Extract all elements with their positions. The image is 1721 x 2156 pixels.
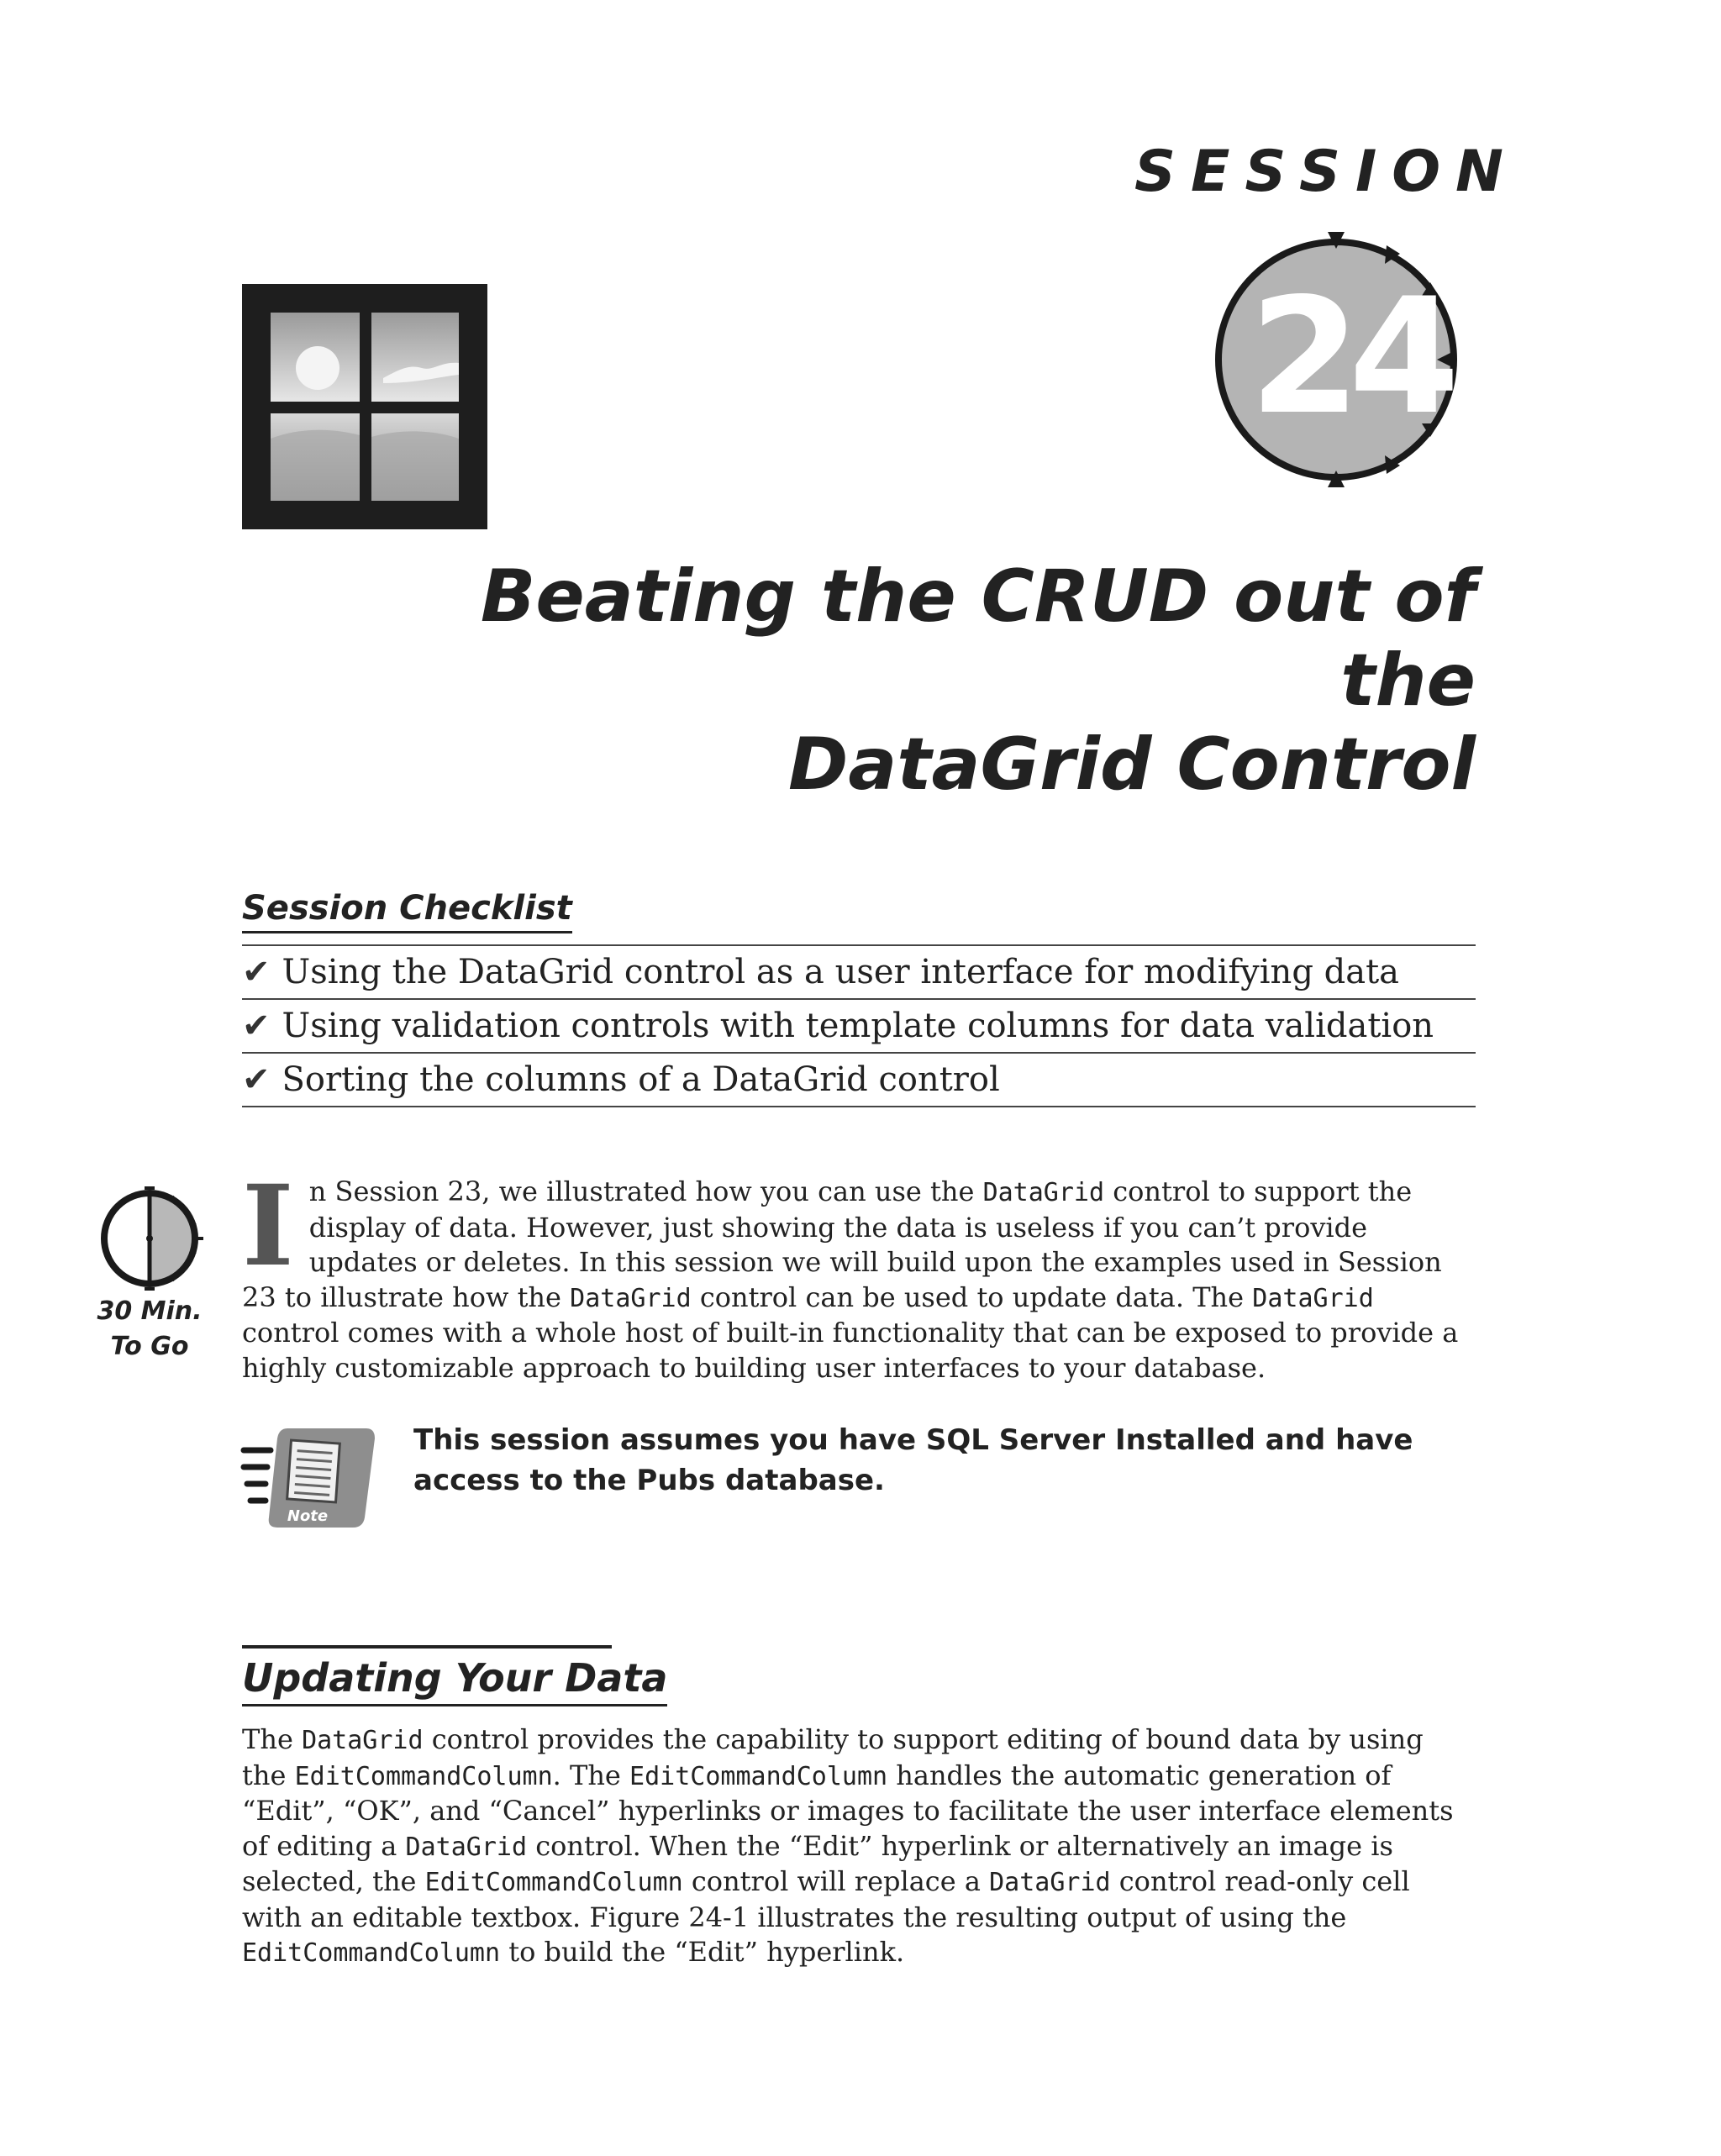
time-remaining-minutes: 30 Min.: [97, 1296, 203, 1326]
drop-cap: I: [242, 1161, 294, 1291]
section-text: control will replace a: [682, 1865, 990, 1897]
check-mark-icon: ✔: [242, 953, 271, 991]
timer-icon: [94, 1183, 205, 1294]
section-text: control read-only cell with an editable textbox. Figure 24-1 illustrates the resulting output of using the: [242, 1865, 1410, 1933]
chapter-title: [471, 555, 1476, 807]
checklist-item: [242, 946, 1476, 1000]
code-term: EditCommandColumn: [294, 1761, 553, 1791]
section-text: The: [242, 1723, 303, 1755]
code-term: DataGrid: [570, 1283, 692, 1313]
intro-text: control can be used to update data. The: [691, 1280, 1253, 1313]
checklist-item: [242, 1000, 1476, 1054]
intro-text: n Session 23, we illustrated how you can use the: [308, 1175, 983, 1207]
check-mark-icon: ✔: [242, 1007, 271, 1045]
note-icon: [240, 1425, 378, 1531]
intro-text: control to support the display of data. However, just showing the data is useless if you can’t provide updates or deletes. In this session we will build upon the examples used in Session 23 to illustrate how the: [242, 1175, 1442, 1313]
code-term: EditCommandColumn: [629, 1761, 888, 1791]
time-remaining-label: To Go: [110, 1332, 189, 1361]
section-text: control provides the capability to support editing of bound data by using the: [242, 1723, 1424, 1791]
checklist-item-text: Using validation controls with template columns for data validation: [282, 1007, 1434, 1045]
session-label: SESSION: [1134, 139, 1518, 205]
chapter-title-line-2: DataGrid Control: [787, 723, 1476, 807]
time-remaining-caption: [84, 1294, 215, 1365]
code-term: EditCommandColumn: [424, 1868, 683, 1897]
section-heading: Updating Your Data: [242, 1655, 667, 1706]
code-term: DataGrid: [405, 1832, 528, 1862]
section-text: to build the “Edit” hyperlink.: [500, 1936, 905, 1968]
section-text: handles the automatic generation of “Edit”, “OK”, and “Cancel” hyperlinks or images to facilitate the user interface elements of editing a: [242, 1759, 1454, 1862]
code-term: DataGrid: [982, 1178, 1105, 1207]
note-text: This session assumes you have SQL Server Installed and have access to the Pubs database.: [413, 1423, 1413, 1497]
code-term: DataGrid: [989, 1868, 1111, 1897]
section-text: . The: [552, 1759, 630, 1791]
check-mark-icon: ✔: [242, 1060, 271, 1099]
code-term: EditCommandColumn: [242, 1938, 501, 1968]
intro-paragraph: [242, 1161, 1476, 1386]
window-landscape-icon: [242, 284, 487, 529]
checklist-heading: Session Checklist: [242, 889, 572, 933]
session-number: 24: [1249, 264, 1449, 450]
section-divider: [242, 1645, 612, 1649]
code-term: DataGrid: [1252, 1283, 1374, 1313]
session-clock-icon: [1202, 225, 1471, 494]
checklist-item-text: Using the DataGrid control as a user interface for modifying data: [282, 953, 1400, 991]
checklist-item-text: Sorting the columns of a DataGrid control: [282, 1060, 1000, 1099]
note-icon-label: Note: [287, 1507, 329, 1525]
code-term: DataGrid: [302, 1726, 424, 1755]
section-text: control. When the “Edit” hyperlink or alternatively an image is selected, the: [242, 1829, 1393, 1897]
checklist-item: [242, 1054, 1476, 1107]
session-checklist: [242, 944, 1476, 1107]
intro-text: control comes with a whole host of built-in functionality that can be exposed to provide a highly customizable approach to building user interfaces to your database.: [242, 1317, 1459, 1384]
section-paragraph: [242, 1722, 1476, 1971]
chapter-title-line-1: Beating the CRUD out of the: [480, 555, 1476, 723]
